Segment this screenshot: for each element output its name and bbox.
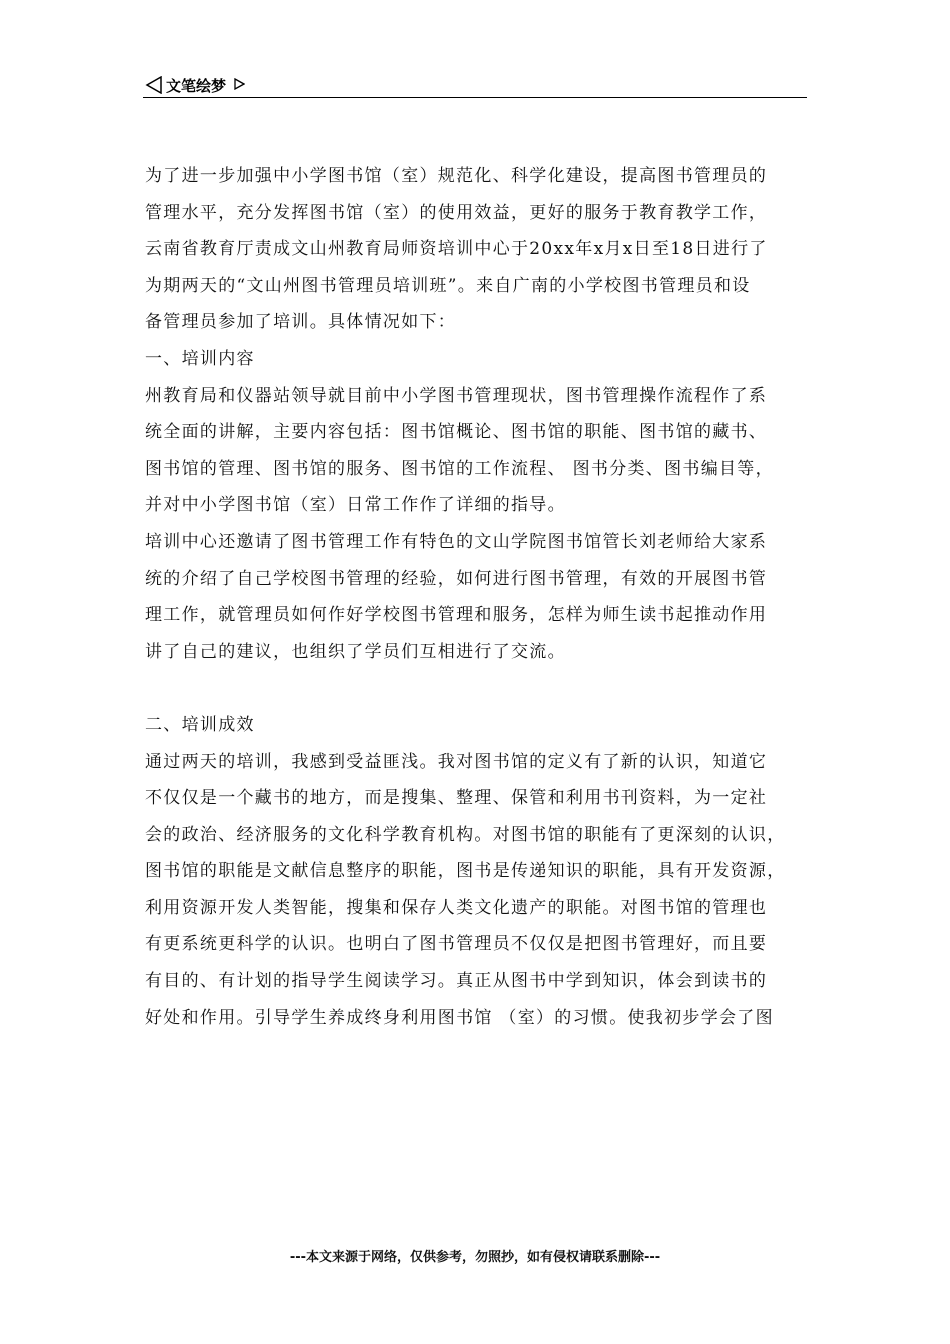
section-heading: 一、培训内容	[145, 348, 255, 369]
body-line: 有更系统更科学的认识。也明白了图书管理员不仅仅是把图书管理好，而且要	[145, 934, 768, 955]
left-triangle-icon	[145, 76, 163, 94]
document-body	[145, 158, 807, 1036]
body-line: 会的政治、经济服务的文化科学教育机构。对图书馆的职能有了更深刻的认识，	[145, 824, 786, 845]
paragraph-gap	[145, 670, 807, 707]
body-line: 图书馆的职能是文献信息整序的职能，图书是传递知识的职能，具有开发资源，	[145, 861, 786, 882]
body-line: 讲了自己的建议，也组织了学员们互相进行了交流。	[145, 641, 566, 662]
right-triangle-icon	[233, 78, 245, 90]
body-line: 利用资源开发人类智能，搜集和保存人类文化遗产的职能。对图书馆的管理也	[145, 897, 768, 918]
body-line: 培训中心还邀请了图书管理工作有特色的文山学院图书馆管长刘老师给大家系	[145, 531, 768, 552]
body-line: 统的介绍了自己学校图书管理的经验，如何进行图书管理，有效的开展图书管	[145, 568, 768, 589]
header-brand: 文笔绘梦	[166, 76, 227, 95]
body-line: 并对中小学图书馆（室）日常工作作了详细的指导。	[145, 495, 566, 516]
body-line: 好处和作用。引导学生养成终身利用图书馆 （室）的习惯。使我初步学会了图	[145, 1007, 774, 1028]
body-line: 管理水平，充分发挥图书馆（室）的使用效益，更好的服务于教育教学工作，	[145, 202, 768, 223]
body-line: 为了进一步加强中小学图书馆（室）规范化、科学化建设，提高图书管理员的	[145, 166, 768, 186]
body-line: 不仅仅是一个藏书的地方，而是搜集、整理、保管和利用书刊资料，为一定社	[145, 788, 768, 809]
body-line: 理工作，就管理员如何作好学校图书管理和服务，怎样为师生读书起推动作用	[145, 605, 768, 626]
body-line: 通过两天的培训，我感到受益匪浅。我对图书馆的定义有了新的认识，知道它	[145, 751, 768, 772]
body-line: 州教育局和仪器站领导就目前中小学图书管理现状，图书管理操作流程作了系	[145, 385, 768, 406]
body-line: 有目的、有计划的指导学生阅读学习。真正从图书中学到知识，体会到读书的	[145, 971, 768, 992]
section-heading: 二、培训成效	[145, 714, 255, 735]
body-line: 为期两天的“文山州图书管理员培训班”。来自广南的小学校图书管理员和设	[145, 275, 751, 296]
body-line: 云南省教育厅责成文山州教育局师资培训中心于20xx年x月x日至18日进行了	[145, 239, 768, 260]
footer-notice: ---本文来源于网络，仅供参考，勿照抄，如有侵权请联系删除---	[289, 1250, 661, 1265]
page-header	[145, 74, 245, 96]
header-rule	[143, 97, 807, 98]
body-line: 图书馆的管理、图书馆的服务、图书馆的工作流程、 图书分类、图书编目等，	[145, 458, 774, 479]
body-line: 备管理员参加了培训。具体情况如下：	[145, 312, 457, 333]
body-line: 统全面的讲解，主要内容包括：图书馆概论、图书馆的职能、图书馆的藏书、	[145, 422, 768, 443]
